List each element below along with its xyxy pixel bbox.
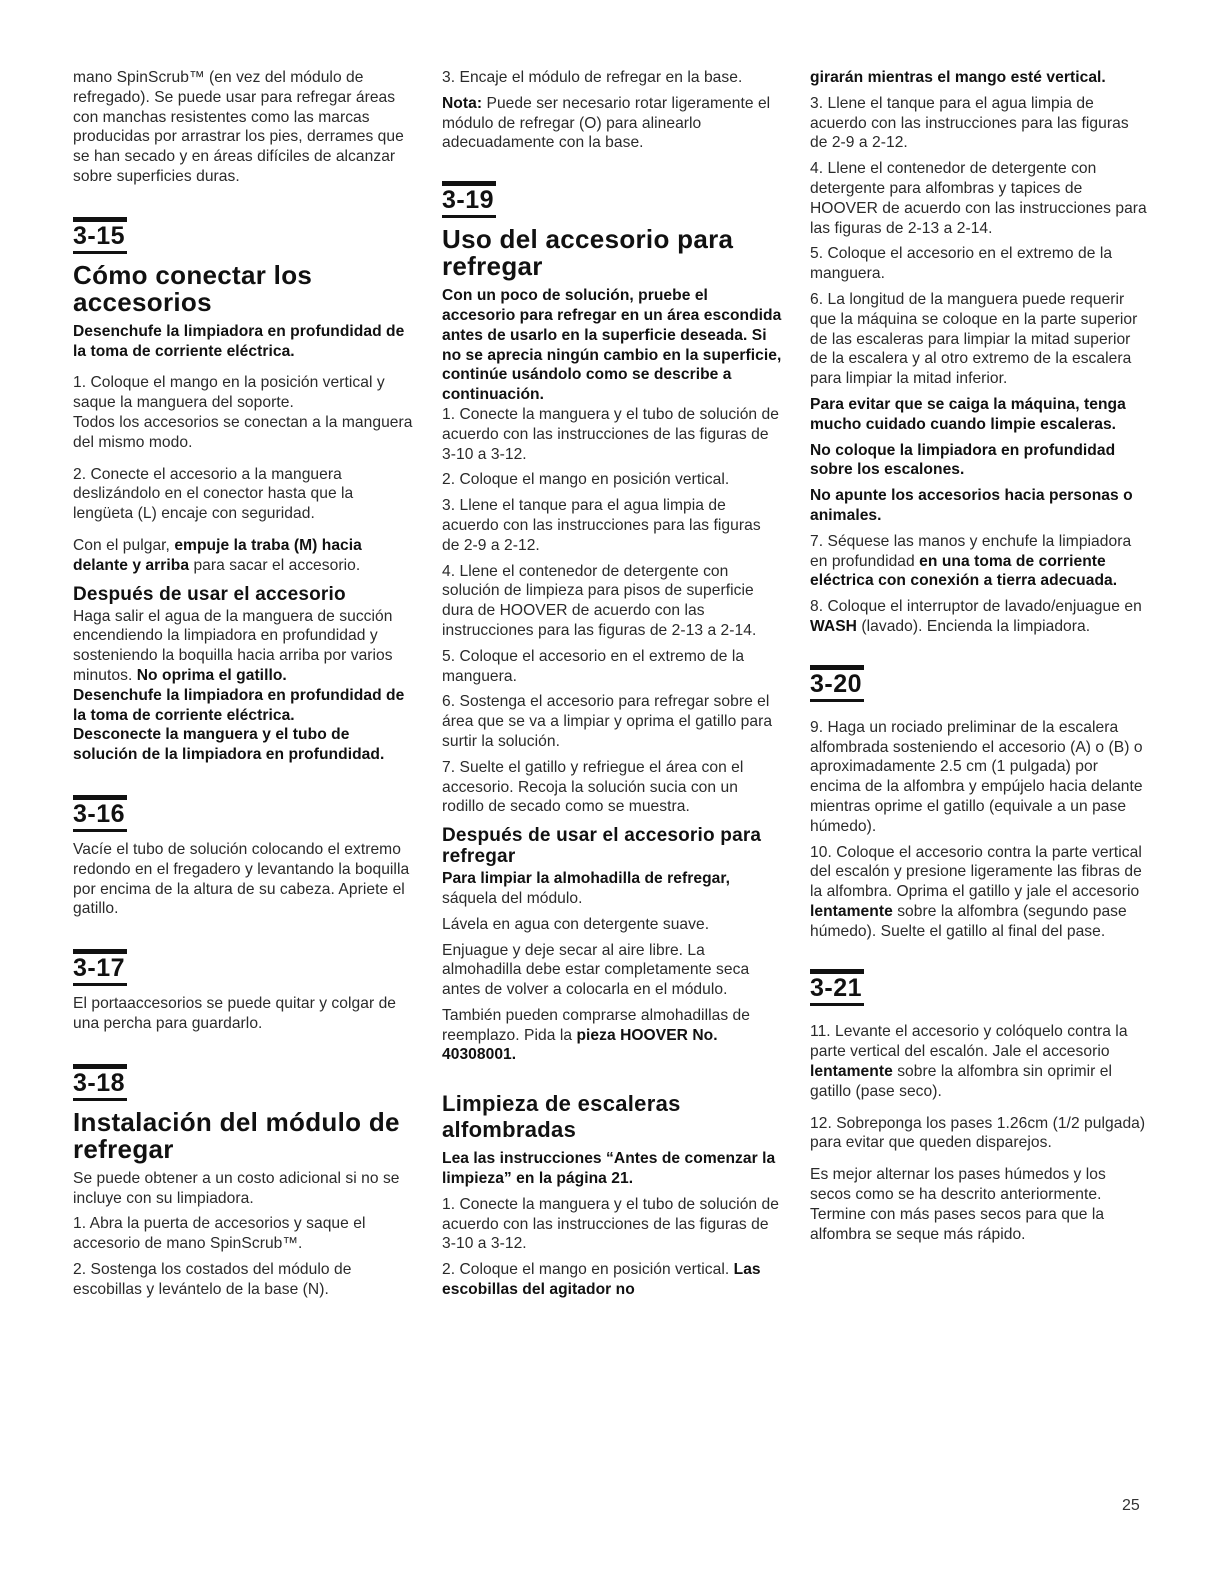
release-latch-tail: para sacar el accesorio. [189,556,361,574]
stairs-read-first: Lea las instrucciones “Antes de comenzar la limpieza” en la página 21. [442,1150,776,1188]
stairs-warning-2: No coloque la limpiadora en profundidad sobre los escalones. [810,441,1116,479]
rinse-pad-text: Enjuague y deje secar al aire libre. La almohadilla debe estar completamente seca antes de volver a colocarla en el módulo. [442,941,750,999]
column-3 [810,68,1150,1244]
release-latch-text [73,536,413,576]
stairs-title: Limpieza de escaleras alfombradas [442,1091,681,1143]
stairs-step-9: 9. Haga un rociado preliminar de la escalera alfombrada sosteniendo el accesorio (A) o (B) o aproximadamente 2.5 cm (1 pulgada) por encima de la alfombra y empújelo hacia delante mientras oprime el gatillo (equivale a un pase húmedo). [810,718,1143,835]
replacement-pad-body: También pueden comprarse almohadillas de reemplazo. Pida la [442,1006,750,1044]
stairs-step-1: 1. Conecte la manguera y el tubo de solución de acuerdo con las instrucciones de las figuras de 3-10 a 3-12. [442,1195,779,1253]
scrub-step-6: 6. Sostenga el accesorio para refregar sobre el área que se va a limpiar y oprima el gatillo para surtir la solución. [442,693,773,750]
stairs-step-2-bold: Las escobillas del agitador no [442,1261,761,1299]
stairs-step-5: 5. Coloque el accesorio en el extremo de la manguera. [810,245,1113,283]
clean-pad-text [442,869,782,909]
stairs-step-10-bold: lentamente [810,902,893,920]
stairs-step-6: 6. La longitud de la manguera puede requerir que la máquina se coloque en la parte superior de las escaleras para limpiar la mitad superior de la escalera y al otro extremo de la escalera para limpiar la mitad inferior. [810,290,1138,388]
stairs-step-7-bold: en una toma de corriente eléctrica con conexión a tierra adecuada. [810,552,1118,590]
stairs-step-7 [810,532,1150,591]
replacement-part-number: pieza HOOVER No. 40308001. [442,1026,718,1064]
after-use-heading: Después de usar el accesorio [73,583,346,605]
section-3-20-number-wrap [810,665,1150,702]
release-latch-bold: empuje la traba (M) hacia delante y arriba [73,536,362,574]
stairs-step-8-tail: (lavado). Encienda la limpiadora. [856,617,1091,635]
test-warning: Con un poco de solución, pruebe el accesorio para refregar en un área escondida antes de usarlo en la superficie deseada. Si no se aprecia ningún cambio en la superficie, continúe usándolo como se describe a continuación. [442,287,782,404]
section-3-16-text: Vacíe el tubo de solución colocando el extremo redondo en el fregadero y levantando la boquilla por encima de la altura de su cabeza. Apriete el gatillo. [73,840,410,918]
section-title-3-19: Uso del accesorio para refregar [442,224,734,282]
alternate-passes-text: Es mejor alternar los pases húmedos y los secos como se ha descrito anteriormente. Termine con más pases secos para que la alfombra se seque más rápido. [810,1166,1106,1243]
scrub-step-1: 1. Conecte la manguera y el tubo de solución de acuerdo con las instrucciones de las figuras de 3-10 a 3-12. [442,405,779,463]
after-use-text [73,607,413,686]
stairs-step-7-body: 7. Séquese las manos y enchufe la limpiadora en profundidad [810,532,1132,570]
section-3-18-step-2: 2. Sostenga los costados del módulo de escobillas y levántelo de la base (N). [73,1260,352,1298]
stairs-step-11-tail: sobre la alfombra sin oprimir el gatillo (pase seco). [810,1063,1113,1100]
stairs-step-12: 12. Sobreponga los pases 1.26cm (1/2 pulgada) para evitar que queden disparejos. [810,1114,1146,1152]
section-number-3-17: 3-17 [73,949,127,986]
section-3-15-number-wrap [73,217,413,254]
stairs-step-2 [442,1260,782,1300]
section-title-3-18: Instalación del módulo de refregar [73,1106,400,1164]
note-text [442,94,782,153]
section-number-3-15: 3-15 [73,217,127,254]
intro-text: mano SpinScrub™ (en vez del módulo de refregado). Se puede usar para refregar áreas con manchas resistentes como las marcas producidas por arrastrar los pies, derrames que se han secado y en áreas difíciles de alcanzar sobre superficies duras. [73,69,404,185]
release-latch-lead: Con el pulgar, [73,536,175,554]
scrub-step-3: 3. Llene el tanque para el agua limpia de acuerdo con las instrucciones para las figuras de 2-9 a 2-12. [442,497,761,554]
section-title-3-15: Cómo conectar los accesorios [73,259,313,317]
section-3-18-step-1: 1. Abra la puerta de accesorios y saque el accesorio de mano SpinScrub™. [73,1215,366,1253]
agitator-continued: girarán mientras el mango esté vertical. [810,69,1106,86]
clean-pad-body: sáquela del módulo. [442,889,583,907]
section-3-17-text: El portaaccesorios se puede quitar y colgar de una percha para guardarlo. [73,995,397,1032]
section-number-3-20: 3-20 [810,665,864,702]
unplug-warning: Desenchufe la limpiadora en profundidad de la toma de corriente eléctrica. [73,322,405,360]
stairs-step-2-body: 2. Coloque el mango en posición vertical. [442,1261,734,1279]
stairs-step-10 [810,843,1150,942]
section-3-18-intro: Se puede obtener a un costo adicional si no se incluye con su limpiadora. [73,1169,400,1207]
after-use-bold: No oprima el gatillo. [136,666,287,684]
column-2 [442,68,782,1300]
clean-pad-bold: Para limpiar la almohadilla de refregar, [442,870,731,888]
page-number: 25 [1122,1497,1140,1514]
step-1-note: Todos los accesorios se conectan a la manguera del mismo modo. [73,413,413,451]
section-3-17-number-wrap [73,949,413,986]
stairs-step-3: 3. Llene el tanque para el agua limpia de acuerdo con las instrucciones para las figuras de 2-9 a 2-12. [810,94,1129,152]
section-number-3-19: 3-19 [442,181,496,218]
wash-pad-text: Lávela en agua con detergente suave. [442,915,710,933]
stairs-step-11 [810,1022,1150,1101]
section-3-18-number-wrap [73,1064,413,1101]
scrub-step-2: 2. Coloque el mango en posición vertical. [442,471,730,489]
stairs-step-4: 4. Llene el contenedor de detergente con detergente para alfombras y tapices de HOOVER de acuerdo con las instrucciones para las figuras de 2-13 a 2-14. [810,160,1147,237]
replacement-pad-text [442,1006,782,1065]
note-body: Puede ser necesario rotar ligeramente el módulo de refregar (O) para alinearlo adecuadamente con la base. [442,94,771,152]
after-use-warning-2: Desconecte la manguera y el tubo de solución de la limpiadora en profundidad. [73,726,385,764]
wash-label: WASH [810,617,857,635]
stairs-warning-3: No apunte los accesorios hacia personas o animales. [810,487,1133,524]
stairs-step-11-bold: lentamente [810,1063,893,1081]
section-number-3-16: 3-16 [73,795,127,832]
stairs-step-11-body: 11. Levante el accesorio y colóquelo contra la parte vertical del escalón. Jale el accesorio [810,1023,1128,1061]
step-2: 2. Conecte el accesorio a la manguera deslizándolo en el conector hasta que la lengüeta (L) encaje con seguridad. [73,465,354,523]
stairs-warning-1: Para evitar que se caiga la máquina, tenga mucho cuidado cuando limpie escaleras. [810,395,1126,433]
after-use-warning-1: Desenchufe la limpiadora en profundidad de la toma de corriente eléctrica. [73,686,405,724]
stairs-step-10-tail: sobre la alfombra (segundo pase húmedo). Suelte el gatillo al final del pase. [810,902,1127,940]
after-use-body: Haga salir el agua de la manguera de succión encendiendo la limpiadora en profundidad y sosteniendo la boquilla hacia arriba por varios minutos. [73,607,393,684]
scrub-step-7: 7. Suelte el gatillo y refriegue el área con el accesorio. Recoja la solución sucia con un rodillo de secado como se muestra. [442,758,744,816]
after-scrub-heading: Después de usar el accesorio para refregar [442,825,762,868]
stairs-step-8 [810,597,1150,637]
section-number-3-18: 3-18 [73,1064,127,1101]
stairs-step-8-body: 8. Coloque el interruptor de lavado/enjuague en [810,598,1142,616]
section-3-18-step-3: 3. Encaje el módulo de refregar en la base. [442,69,743,86]
column-1 [73,68,413,1299]
section-3-16-number-wrap [73,795,413,832]
note-label: Nota: [442,94,483,112]
scrub-step-4: 4. Llene el contenedor de detergente con solución de limpieza para pisos de superficie dura de HOOVER de acuerdo con las instrucciones para las figuras de 2-13 a 2-14. [442,562,757,639]
step-1: 1. Coloque el mango en la posición vertical y saque la manguera del soporte. [73,374,385,412]
section-3-21-number-wrap [810,969,1150,1006]
scrub-step-5: 5. Coloque el accesorio en el extremo de la manguera. [442,647,745,685]
section-number-3-21: 3-21 [810,969,864,1006]
stairs-step-10-body: 10. Coloque el accesorio contra la parte vertical del escalón y presione ligeramente las fibras de la alfombra. Oprima el gatillo y jale el accesorio [810,843,1142,901]
section-3-19-number-wrap [442,181,782,218]
